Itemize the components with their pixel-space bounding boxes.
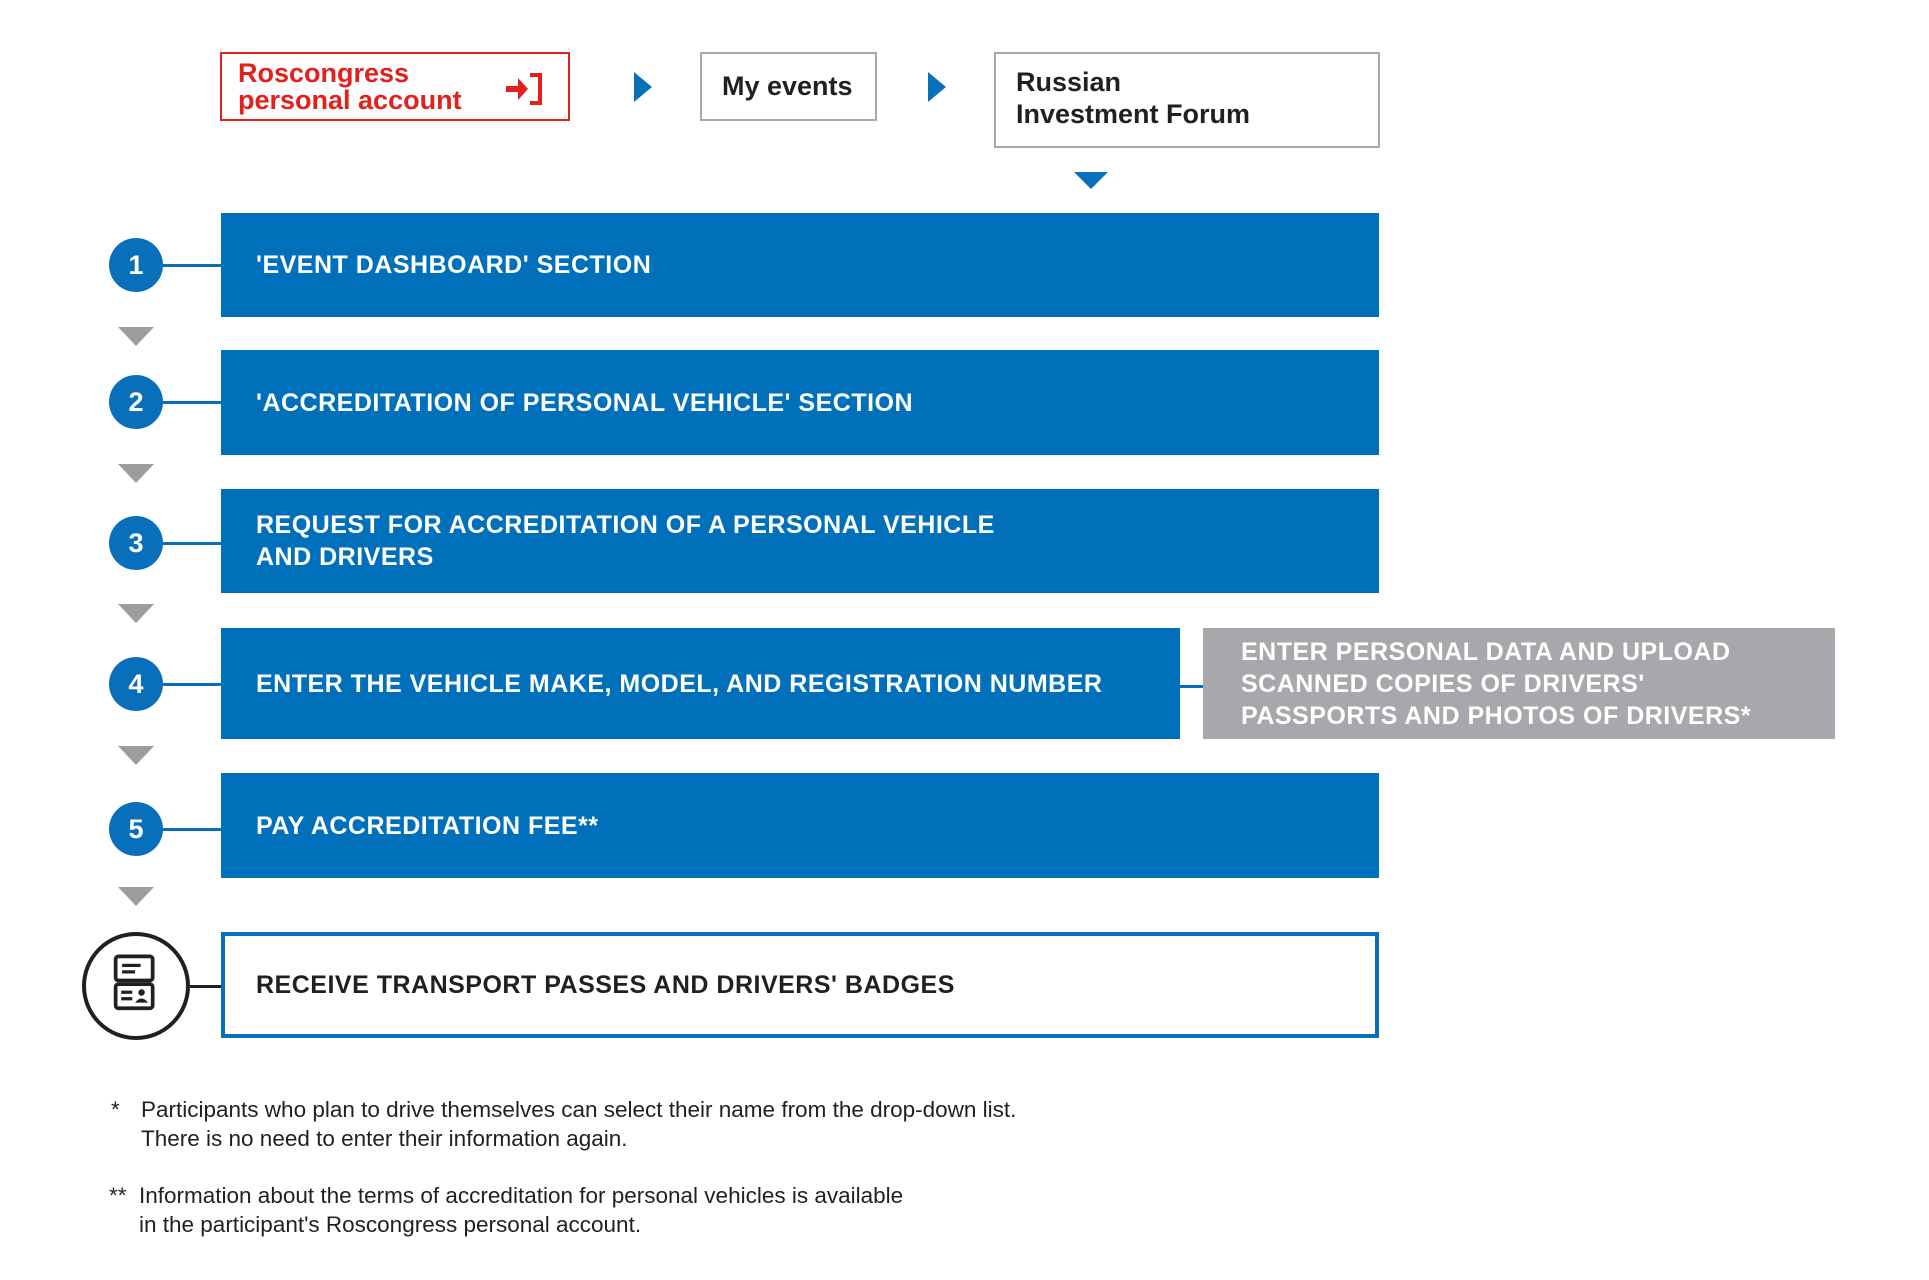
step-5-box xyxy=(221,773,1379,878)
step-1-circle: 1 xyxy=(109,238,163,292)
step-5-connector xyxy=(160,828,222,831)
step-5-circle: 5 xyxy=(109,802,163,856)
footnote-2-text: Information about the terms of accreditation for personal vehicles is available in the participant's Roscongress personal account. xyxy=(139,1183,904,1237)
roscongress-account-label: Roscongress personal account xyxy=(238,58,462,115)
footnote-1 xyxy=(111,1095,1311,1155)
final-step-label: RECEIVE TRANSPORT PASSES AND DRIVERS' BADGES xyxy=(256,971,955,999)
final-step-box xyxy=(221,932,1379,1038)
forum-label: Russian Investment Forum xyxy=(1016,67,1251,129)
down-arrow-icon xyxy=(118,464,154,483)
step-5-label: PAY ACCREDITATION FEE** xyxy=(256,811,599,840)
step-4-connector xyxy=(160,683,222,686)
final-step-circle xyxy=(82,932,190,1040)
my-events-label: My events xyxy=(722,71,853,101)
step-1-box xyxy=(221,213,1379,317)
breadcrumb-arrow-icon xyxy=(928,72,946,102)
step-1-label: 'EVENT DASHBOARD' SECTION xyxy=(256,251,652,279)
footnote-2-mark: ** xyxy=(109,1183,127,1208)
down-arrow-icon xyxy=(118,604,154,623)
step-2-circle: 2 xyxy=(109,375,163,429)
down-arrow-icon xyxy=(118,887,154,906)
step-4-side-label: ENTER PERSONAL DATA AND UPLOAD SCANNED COPIES OF DRIVERS' PASSPORTS AND PHOTOS OF DRIVERS* xyxy=(1241,637,1752,730)
footnote-1-text: Participants who plan to drive themselves can select their name from the drop-down list. There is no need to enter their information again. xyxy=(141,1097,1017,1151)
step-1-connector xyxy=(160,264,222,267)
step-4-side-box xyxy=(1203,628,1835,739)
badge-card-icon xyxy=(86,936,186,1036)
roscongress-account-box[interactable] xyxy=(220,52,570,121)
step-4-label: ENTER THE VEHICLE MAKE, MODEL, AND REGISTRATION NUMBER xyxy=(256,669,1103,698)
down-arrow-icon xyxy=(118,746,154,765)
step-3-label: REQUEST FOR ACCREDITATION OF A PERSONAL VEHICLE AND DRIVERS xyxy=(256,511,995,571)
step-3-connector xyxy=(160,542,222,545)
step-2-label: 'ACCREDITATION OF PERSONAL VEHICLE' SECTION xyxy=(256,388,914,417)
step-2-connector xyxy=(160,401,222,404)
down-arrow-icon xyxy=(118,327,154,346)
login-icon xyxy=(504,72,544,106)
step-3-circle: 3 xyxy=(109,516,163,570)
footnote-1-mark: * xyxy=(111,1097,120,1122)
step-4-side-connector xyxy=(1180,685,1204,688)
step-4-box xyxy=(221,628,1180,739)
step-3-box xyxy=(221,489,1379,593)
step-4-circle: 4 xyxy=(109,657,163,711)
final-step-connector xyxy=(190,985,222,988)
my-events-box[interactable] xyxy=(700,52,877,121)
russian-investment-forum-box[interactable] xyxy=(994,52,1380,148)
down-arrow-icon xyxy=(1074,172,1108,189)
breadcrumb-arrow-icon xyxy=(634,72,652,102)
step-2-box xyxy=(221,350,1379,455)
footnote-2 xyxy=(109,1181,1309,1241)
